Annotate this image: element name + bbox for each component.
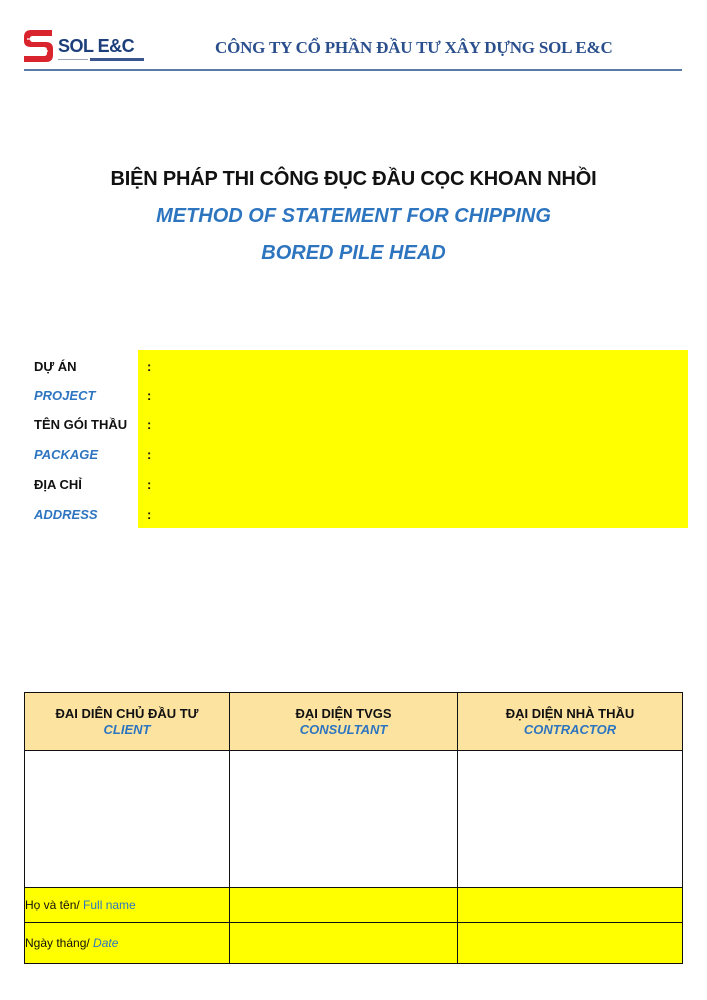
info-label: TÊN GÓI THẦU [34,417,128,432]
full-name-label: Họ và tên/ Full name [25,888,230,923]
contractor-signature-box[interactable] [458,751,683,888]
document-title-en-line2: BORED PILE HEAD [261,242,446,264]
package-name-en-field[interactable] [159,447,679,465]
info-colon: : [147,477,152,492]
info-label: DỰ ÁN [34,359,77,374]
project-name-field[interactable] [159,359,679,377]
logo-text: SOL E&C [58,36,135,56]
signature-table [24,692,683,964]
column-header-consultant: ĐẠI DIỆN TVGS CONSULTANT [230,693,458,751]
project-name-en-field[interactable] [159,388,679,406]
date-label: Ngày tháng/ Date [25,923,230,964]
company-logo [22,27,147,67]
company-name: CÔNG TY CỔ PHẦN ĐẦU TƯ XÂY DỰNG SOL E&C [215,38,613,57]
signature-table-header [25,693,683,751]
header-divider [24,69,682,71]
info-colon: : [147,359,152,374]
info-label: PROJECT [34,388,96,403]
info-colon: : [147,507,152,522]
info-label: ADDRESS [34,507,98,522]
document-title-vn: BIỆN PHÁP THI CÔNG ĐỤC ĐẦU CỌC KHOAN NHỒI [110,168,597,190]
column-header-client: ĐAI DIÊN CHỦ ĐẦU TƯ CLIENT [25,693,230,751]
contractor-full-name-field[interactable] [458,888,683,923]
document-title-en-line1: METHOD OF STATEMENT FOR CHIPPING [156,205,551,227]
address-en-field[interactable] [159,507,679,525]
info-colon: : [147,447,152,462]
info-colon: : [147,388,152,403]
info-colon: : [147,417,152,432]
info-label: ĐỊA CHỈ [34,477,82,492]
package-name-field[interactable] [159,417,679,435]
contractor-date-field[interactable] [458,923,683,964]
signature-row [25,751,683,888]
info-label: PACKAGE [34,447,99,462]
client-signature-box[interactable] [25,751,230,888]
logo-tagline [58,58,144,61]
sol-s-logo-icon [22,27,54,65]
full-name-row [25,888,683,923]
date-row [25,923,683,964]
consultant-signature-box[interactable] [230,751,458,888]
address-field[interactable] [159,477,679,495]
column-header-contractor: ĐẠI DIỆN NHÀ THẦU CONTRACTOR [458,693,683,751]
consultant-full-name-field[interactable] [230,888,458,923]
consultant-date-field[interactable] [230,923,458,964]
